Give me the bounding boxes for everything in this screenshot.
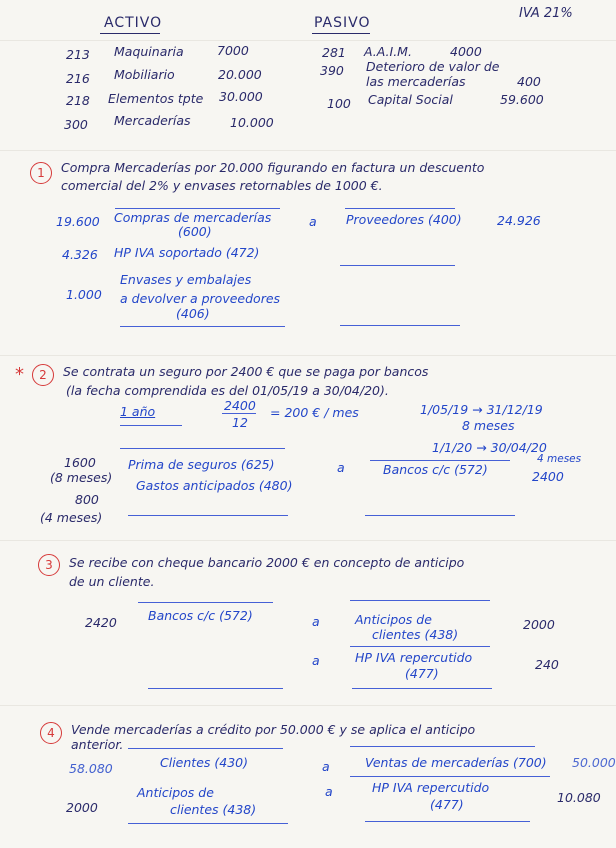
- op3-separator: [352, 688, 492, 689]
- activo-title: ACTIVO: [104, 15, 163, 31]
- op3-separator: [350, 600, 490, 601]
- op2-debit-amount: 800: [75, 492, 99, 507]
- op1-debit-amount: 19.600: [56, 214, 100, 229]
- activo-title-underline: [100, 33, 160, 34]
- op1-debit-amount: 4.326: [62, 247, 98, 262]
- pasivo-name: Deterioro de valor de: [366, 59, 500, 74]
- op1-credit-amount: 24.926: [497, 213, 541, 228]
- pasivo-code: 100: [327, 96, 351, 111]
- pasivo-amount: 59.600: [500, 92, 544, 107]
- op4-credit-amount: 10.080: [557, 790, 601, 805]
- op4-statement-line2: anterior.: [71, 737, 124, 752]
- op2-separator: [120, 448, 285, 449]
- op4-debit-account: Clientes (430): [160, 755, 248, 770]
- op2-debit-account: Prima de seguros (625): [128, 457, 275, 472]
- op2-debit-amount: 1600: [64, 455, 96, 470]
- pasivo-name: A.A.I.M.: [364, 44, 412, 59]
- op3-credit-amount: 240: [535, 657, 559, 672]
- op2-period-2: 1/1/20 → 30/04/20: [432, 440, 547, 455]
- op4-statement: Vende mercaderías a crédito por 50.000 € y se aplica el anticipo: [71, 722, 476, 737]
- pasivo-amount: 400: [517, 74, 541, 89]
- op1-debit-account: Envases y embalajes: [120, 272, 252, 287]
- op2-separator: [128, 515, 288, 516]
- op2-period-1-months: 8 meses: [462, 418, 515, 433]
- op4-separator: [128, 748, 283, 749]
- activo-code: 216: [66, 71, 90, 86]
- op4-credit-amount: 50.000: [572, 755, 616, 770]
- op3-credit-amount: 2000: [523, 617, 555, 632]
- op1-statement: Compra Mercaderías por 20.000 figurando en factura un descuento: [61, 160, 485, 175]
- op3-credit-account-line2: clientes (438): [372, 627, 459, 642]
- pasivo-name-line2: las mercaderías: [366, 74, 466, 89]
- op1-debit-amount: 1.000: [66, 287, 102, 302]
- activo-amount: 10.000: [230, 115, 274, 130]
- activo-name: Mobiliario: [114, 67, 175, 82]
- pasivo-title: PASIVO: [314, 15, 371, 31]
- op3-statement: Se recibe con cheque bancario 2000 € en concepto de anticipo: [69, 555, 465, 570]
- op3-credit-account: HP IVA repercutido: [355, 650, 473, 665]
- op4-number-badge: 4: [40, 722, 62, 744]
- op2-calc-label: 1 año: [120, 404, 156, 419]
- op4-credit-account: Ventas de mercaderías (700): [365, 755, 547, 770]
- op1-debit-account-line2: a devolver a proveedores: [120, 291, 281, 306]
- op3-debit-amount: 2420: [85, 615, 117, 630]
- op2-credit-amount: 2400: [532, 469, 564, 484]
- op2-calc-underline: [120, 425, 182, 426]
- activo-code: 213: [66, 47, 90, 62]
- op3-debit-account: Bancos c/c (572): [148, 608, 253, 623]
- op2-calc-result: = 200 € / mes: [270, 405, 359, 420]
- pasivo-amount: 4000: [450, 44, 482, 59]
- op3-credit-account-line2: (477): [405, 666, 439, 681]
- op2-debit-account: Gastos anticipados (480): [136, 478, 293, 493]
- activo-amount: 30.000: [219, 89, 263, 104]
- op3-separator: [148, 688, 283, 689]
- activo-amount: 7000: [217, 43, 249, 58]
- op3-credit-account: Anticipos de: [355, 612, 432, 627]
- op2-credit-account: Bancos c/c (572): [383, 462, 488, 477]
- op1-separator: [340, 325, 460, 326]
- op2-debit-note: (8 meses): [50, 470, 113, 485]
- op1-debit-account: Compras de mercaderías: [114, 210, 272, 225]
- op4-debit-account-line2: clientes (438): [170, 802, 257, 817]
- op2-separator: [370, 460, 510, 461]
- op1-separator: [120, 326, 285, 327]
- op1-separator: [345, 208, 455, 209]
- op4-separator: [350, 776, 550, 777]
- op4-debit-amount: 2000: [66, 800, 98, 815]
- op2-period-2-months: 4 meses: [537, 453, 582, 465]
- op1-number-badge: 1: [30, 162, 52, 184]
- op4-a-connector: a: [322, 759, 330, 774]
- activo-name: Maquinaria: [114, 44, 184, 59]
- op2-statement-line2: (la fecha comprendida es del 01/05/19 a 30/04/20).: [66, 383, 389, 398]
- op2-separator: [365, 515, 515, 516]
- op3-statement-line2: de un cliente.: [69, 574, 155, 589]
- activo-code: 300: [64, 117, 88, 132]
- op4-credit-account-line2: (477): [430, 797, 464, 812]
- op3-a-connector: a: [312, 653, 320, 668]
- op4-separator: [128, 823, 288, 824]
- op3-number-badge: 3: [38, 554, 60, 576]
- op2-period-1: 1/05/19 → 31/12/19: [420, 402, 543, 417]
- pasivo-name: Capital Social: [368, 92, 453, 107]
- op1-separator: [115, 208, 280, 209]
- op1-debit-account: HP IVA soportado (472): [114, 245, 260, 260]
- activo-name: Mercaderías: [114, 113, 191, 128]
- iva-rate-label: IVA 21%: [519, 6, 573, 21]
- activo-amount: 20.000: [218, 67, 262, 82]
- op2-calc-denominator: 12: [232, 415, 248, 430]
- op2-number-badge: 2: [32, 364, 54, 386]
- op4-a-connector: a: [325, 784, 333, 799]
- op1-debit-account-code: (406): [176, 306, 210, 321]
- activo-code: 218: [66, 93, 90, 108]
- op1-statement-line2: comercial del 2% y envases retornables de 1000 €.: [61, 178, 383, 193]
- op4-separator: [365, 821, 530, 822]
- op3-separator: [138, 602, 273, 603]
- op1-separator: [340, 265, 455, 266]
- op2-star-mark: *: [15, 364, 24, 385]
- op2-statement: Se contrata un seguro por 2400 € que se paga por bancos: [63, 364, 429, 379]
- op4-separator: [350, 746, 535, 747]
- activo-name: Elementos tpte: [108, 91, 204, 106]
- op4-debit-amount: 58.080: [69, 761, 113, 776]
- op4-debit-account: Anticipos de: [137, 785, 214, 800]
- op1-credit-account: Proveedores (400): [346, 212, 462, 227]
- op2-debit-note: (4 meses): [40, 510, 103, 525]
- op3-separator: [350, 646, 490, 647]
- op2-a-connector: a: [337, 460, 345, 475]
- op2-fraction-bar: [222, 413, 256, 414]
- op1-debit-account-code: (600): [178, 224, 212, 239]
- pasivo-code: 281: [322, 45, 346, 60]
- pasivo-code: 390: [320, 63, 344, 78]
- op1-a-connector: a: [309, 214, 317, 229]
- op2-calc-numerator: 2400: [224, 398, 256, 413]
- op3-a-connector: a: [312, 614, 320, 629]
- op4-credit-account: HP IVA repercutido: [372, 780, 490, 795]
- pasivo-title-underline: [312, 33, 370, 34]
